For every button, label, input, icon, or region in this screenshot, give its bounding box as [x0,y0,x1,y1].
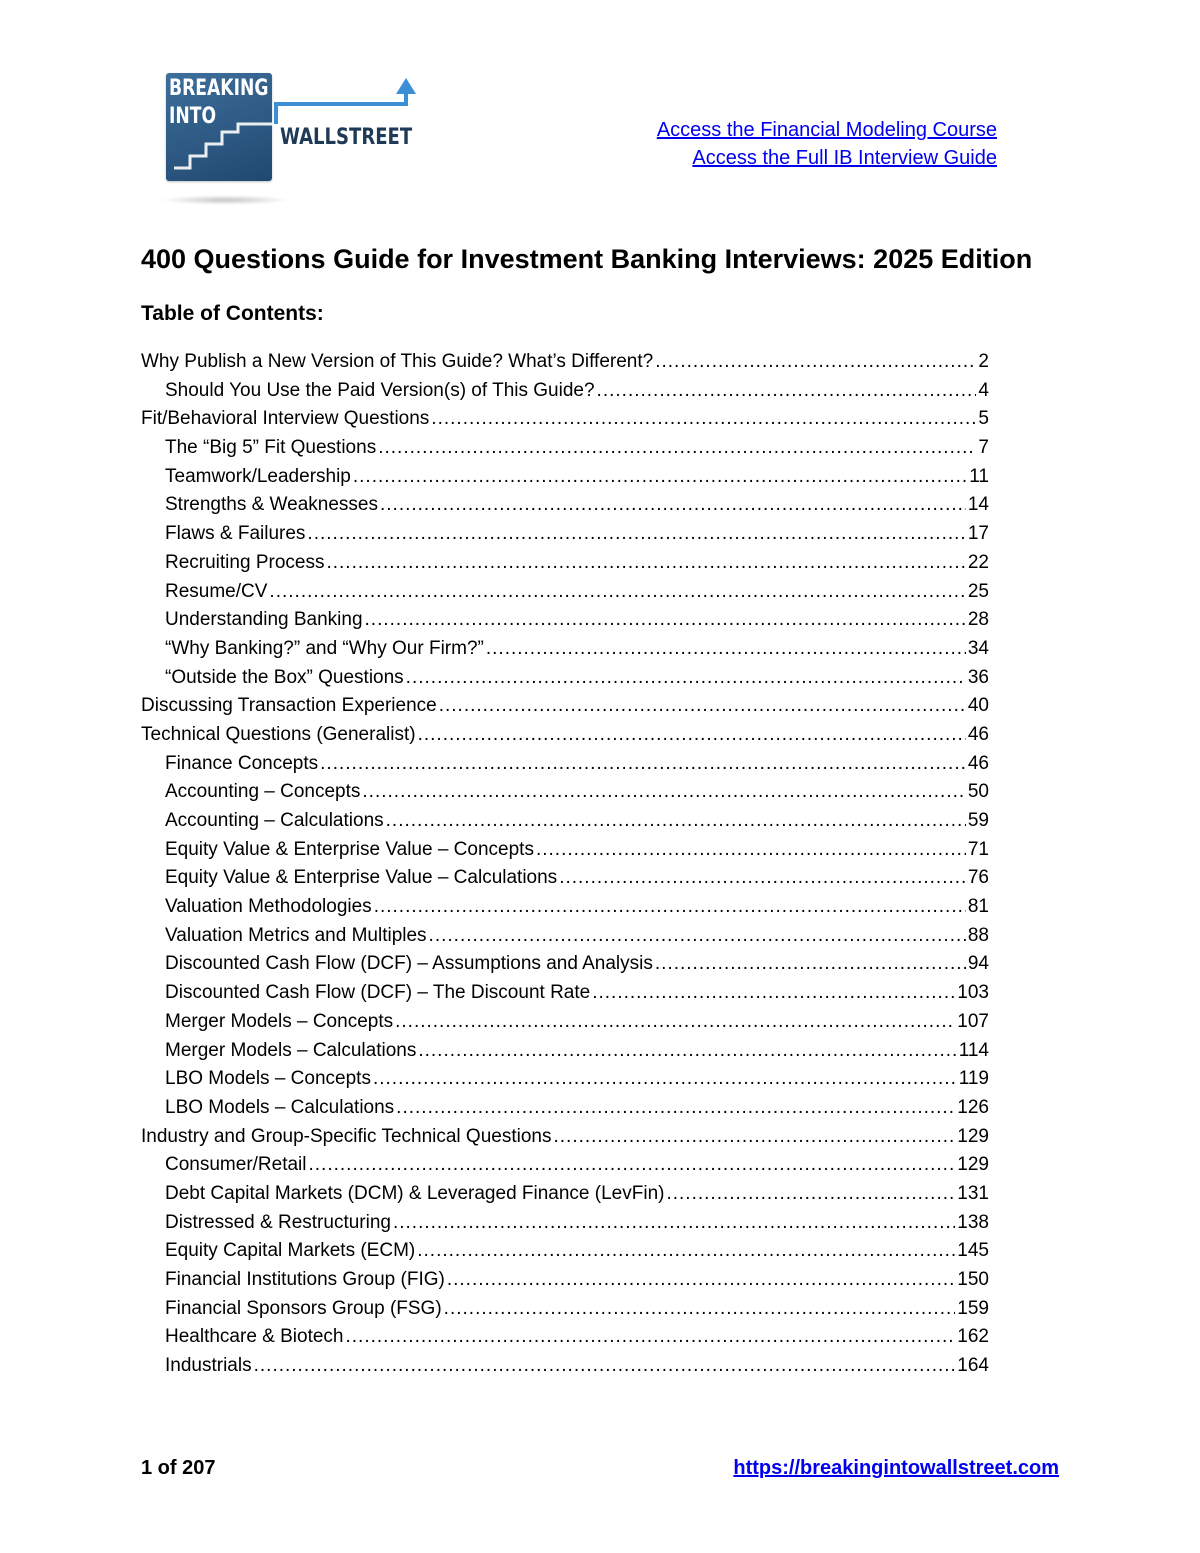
toc-entry[interactable] [141,1097,989,1126]
toc-entry-page: 103 [957,982,989,1004]
toc-dot-leader [269,581,965,603]
toc-entry-label: Should You Use the Paid Version(s) of This Guide? [165,379,595,401]
toc-dot-leader [346,1326,956,1348]
website-link[interactable]: https://breakingintowallstreet.com [733,1457,1059,1479]
toc-entry[interactable] [141,925,989,954]
ib-interview-guide-link[interactable]: Access the Full IB Interview Guide [692,147,997,169]
toc-entry-page: 129 [957,1154,989,1176]
logo-text-wallstreet: WALLSTREET [280,125,413,150]
toc-entry-label: Flaws & Failures [165,523,306,545]
toc-entry-label: Resume/CV [165,580,268,602]
toc-entry-page: 4 [978,379,989,401]
toc-dot-leader [353,466,967,488]
toc-dot-leader [417,1240,955,1262]
toc-entry-page: 138 [957,1211,989,1233]
toc-entry-page: 162 [957,1326,989,1348]
financial-modeling-course-link[interactable]: Access the Financial Modeling Course [656,119,997,141]
toc-entry-label: Discounted Cash Flow (DCF) – Assumptions and Analysis [165,953,653,975]
toc-entry[interactable] [141,408,989,437]
toc-dot-leader [429,925,966,947]
header-links [657,116,997,172]
toc-entry[interactable] [141,1298,989,1327]
toc-entry[interactable] [141,552,989,581]
toc-dot-leader [592,982,955,1004]
toc-entry[interactable] [141,896,989,925]
toc-dot-leader [655,351,976,373]
toc-entry[interactable] [141,982,989,1011]
toc-entry-label: Equity Value & Enterprise Value – Calculations [165,867,558,889]
toc-entry[interactable] [141,667,989,696]
toc-dot-leader [320,753,966,775]
toc-entry-page: 14 [967,494,989,516]
toc-entry[interactable] [141,1212,989,1241]
toc-entry[interactable] [141,638,989,667]
toc-entry-label: LBO Models – Concepts [165,1068,371,1090]
toc-dot-leader [431,408,976,430]
toc-entry[interactable] [141,1068,989,1097]
toc-dot-leader [374,896,966,918]
toc-entry-page: 46 [967,752,989,774]
toc-entry[interactable] [141,1183,989,1212]
toc-dot-leader [597,380,977,402]
toc-entry[interactable] [141,1326,989,1355]
toc-entry-page: 46 [967,723,989,745]
toc-dot-leader [380,494,966,516]
toc-entry[interactable] [141,695,989,724]
toc-entry[interactable] [141,724,989,753]
toc-entry-label: Debt Capital Markets (DCM) & Leveraged Finance (LevFin) [165,1182,665,1204]
toc-entry-label: Accounting – Calculations [165,810,384,831]
toc-entry-page: 131 [957,1182,989,1204]
toc-entry[interactable] [141,1240,989,1269]
toc-entry-label: Discussing Transaction Experience [141,695,437,717]
toc-entry-label: Merger Models – Calculations [165,1039,417,1061]
toc-entry-page: 159 [957,1297,989,1319]
toc-dot-leader [655,953,966,975]
toc-entry-label: Technical Questions (Generalist) [141,723,416,745]
toc-dot-leader [393,1212,955,1234]
document-title: 400 Questions Guide for Investment Banking Interviews: 2025 Edition [141,244,1033,274]
toc-entry-page: 2 [978,351,989,372]
toc-entry-page: 129 [957,1125,989,1147]
toc-dot-leader [447,1269,955,1291]
toc-entry-page: 40 [967,695,989,717]
toc-entry[interactable] [141,494,989,523]
toc-entry[interactable] [141,1040,989,1069]
toc-entry-label: Consumer/Retail [165,1154,307,1176]
toc-dot-leader [406,667,966,689]
toc-dot-leader [326,552,965,574]
toc-entry-label: “Why Banking?” and “Why Our Firm?” [165,637,484,659]
toc-heading: Table of Contents: [141,302,324,325]
toc-entry[interactable] [141,1154,989,1183]
toc-entry-label: Strengths & Weaknesses [165,494,378,516]
toc-entry[interactable] [141,1126,989,1155]
toc-dot-leader [307,523,965,545]
toc-entry[interactable] [141,609,989,638]
toc-entry-page: 81 [967,896,989,918]
toc-entry-page: 150 [957,1269,989,1290]
toc-entry-label: Recruiting Process [165,551,325,573]
toc-entry-page: 59 [967,810,989,831]
toc-dot-leader [365,609,966,631]
toc-entry-label: Financial Institutions Group (FIG) [165,1269,445,1290]
toc-dot-leader [666,1183,955,1205]
toc-entry-label: Healthcare & Biotech [165,1326,344,1348]
toc-dot-leader [386,810,966,832]
toc-dot-leader [395,1011,955,1033]
toc-dot-leader [536,839,966,861]
toc-entry-page: 36 [967,666,989,688]
toc-dot-leader [418,724,966,746]
toc-entry-label: Accounting – Concepts [165,781,361,803]
toc-entry-label: Fit/Behavioral Interview Questions [141,408,430,430]
toc-entry-page: 119 [958,1068,989,1090]
toc-entry-page: 164 [957,1355,989,1377]
toc-dot-leader [362,781,965,803]
toc-dot-leader [396,1097,955,1119]
toc-entry[interactable] [141,437,989,466]
toc-entry[interactable] [141,581,989,610]
toc-dot-leader [444,1298,956,1320]
toc-entry-label: Distressed & Restructuring [165,1211,391,1233]
logo-text-breaking: BREAKING [169,76,269,101]
toc-entry-label: The “Big 5” Fit Questions [165,437,377,459]
toc-entry-page: 28 [967,609,989,631]
toc-entry-label: “Outside the Box” Questions [165,666,404,688]
toc-entry-label: LBO Models – Calculations [165,1096,395,1118]
toc-entry-page: 7 [978,437,989,459]
toc-dot-leader [559,867,966,889]
toc-entry-label: Understanding Banking [165,609,363,631]
toc-entry[interactable] [141,953,989,982]
table-of-contents [141,351,989,1384]
toc-entry[interactable] [141,1011,989,1040]
toc-entry-page: 17 [967,523,989,545]
toc-entry-label: Merger Models – Concepts [165,1010,394,1032]
toc-entry[interactable] [141,867,989,896]
toc-entry-page: 114 [958,1039,989,1061]
toc-dot-leader [378,437,976,459]
toc-entry-label: Financial Sponsors Group (FSG) [165,1297,442,1319]
toc-entry[interactable] [141,1355,989,1384]
toc-dot-leader [439,695,966,717]
logo-text-into: INTO [169,104,217,129]
toc-entry-label: Discounted Cash Flow (DCF) – The Discount Rate [165,982,591,1004]
toc-entry-label: Teamwork/Leadership [165,465,351,487]
toc-entry-label: Valuation Methodologies [165,896,372,918]
toc-entry-page: 94 [967,953,989,975]
toc-entry-page: 11 [969,465,989,487]
toc-dot-leader [373,1068,957,1090]
toc-entry-label: Equity Value & Enterprise Value – Concepts [165,838,534,860]
toc-entry[interactable] [141,380,989,409]
page-indicator: 1 of 207 [141,1457,216,1479]
toc-entry-page: 25 [967,580,989,602]
toc-entry-label: Equity Capital Markets (ECM) [165,1240,416,1262]
toc-dot-leader [486,638,966,660]
breaking-into-wallstreet-logo [160,70,428,220]
toc-dot-leader [254,1355,956,1377]
toc-dot-leader [309,1154,956,1176]
toc-entry-label: Why Publish a New Version of This Guide? What’s Different? [141,351,654,372]
toc-entry[interactable] [141,753,989,782]
toc-entry[interactable] [141,810,989,839]
toc-entry[interactable] [141,523,989,552]
toc-entry[interactable] [141,466,989,495]
toc-entry-label: Industry and Group-Specific Technical Questions [141,1125,552,1147]
toc-entry-page: 145 [957,1240,989,1262]
toc-entry[interactable] [141,351,989,380]
toc-entry-page: 50 [967,781,989,803]
toc-dot-leader [418,1040,956,1062]
toc-entry-page: 107 [957,1010,989,1032]
toc-entry-page: 71 [967,838,989,860]
toc-entry-page: 126 [957,1096,989,1118]
toc-entry[interactable] [141,839,989,868]
toc-entry-label: Valuation Metrics and Multiples [165,924,427,946]
toc-dot-leader [553,1126,955,1148]
toc-entry[interactable] [141,781,989,810]
toc-entry-label: Industrials [165,1355,252,1377]
toc-entry[interactable] [141,1269,989,1298]
toc-entry-page: 76 [967,867,989,889]
logo-shadow [160,195,290,205]
toc-entry-page: 34 [967,637,989,659]
toc-entry-label: Finance Concepts [165,752,319,774]
toc-entry-page: 88 [967,924,989,946]
toc-entry-page: 5 [978,408,989,430]
toc-entry-page: 22 [967,551,989,573]
